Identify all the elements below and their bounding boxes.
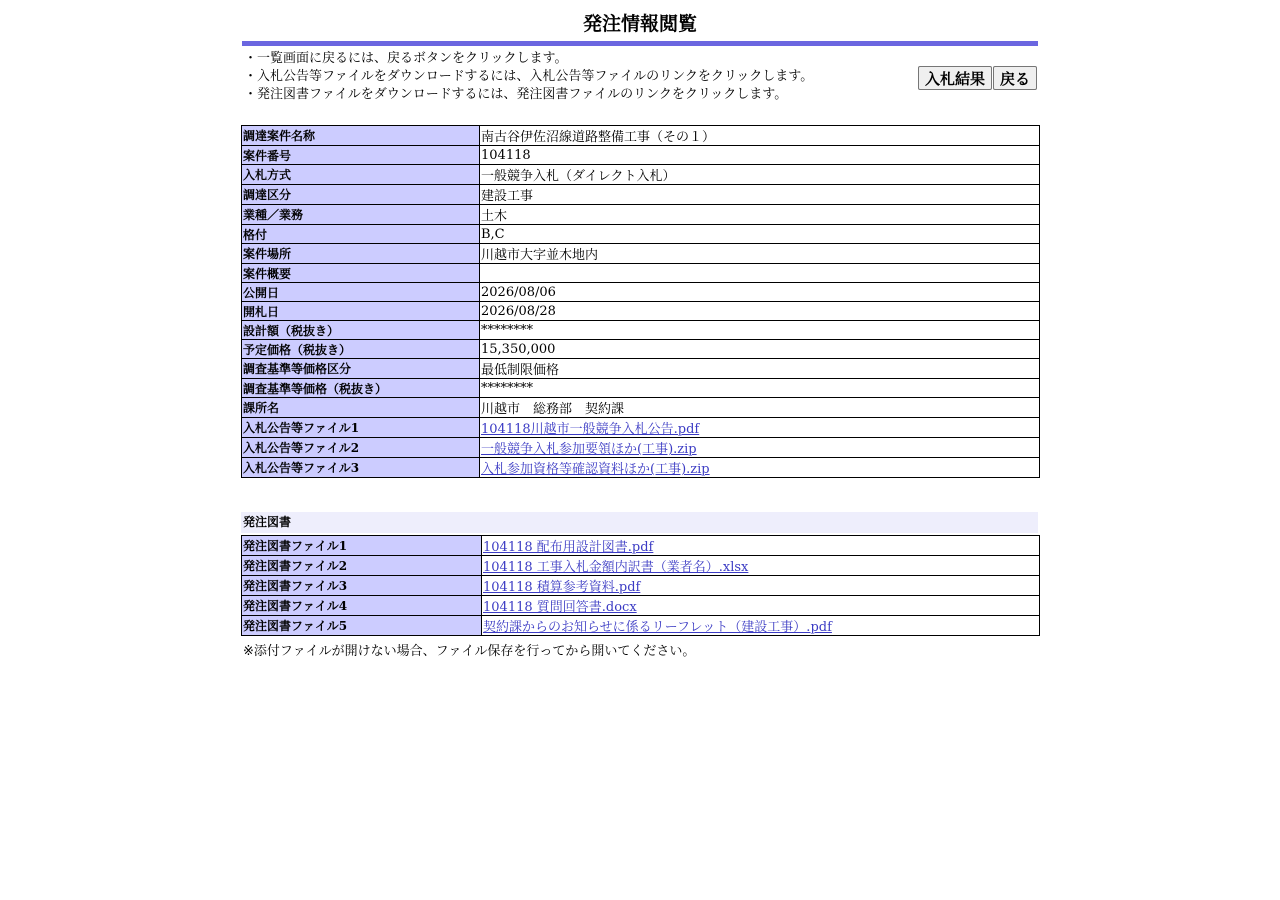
drawing-file-link[interactable]: 104118 工事入札金額内訳書（業者名）.xlsx [483,560,749,575]
table-row [242,596,1040,616]
row-value [480,264,1040,283]
row-value: ******** [480,321,1040,340]
row-label: 案件場所 [242,244,480,264]
bid-notice-file-link[interactable]: 入札参加資格等確認資料ほか(工事).zip [481,462,710,477]
row-value: 建設工事 [480,185,1040,205]
table-row [242,536,1040,556]
row-value: 川越市 総務部 契約課 [480,398,1040,418]
row-label: 公開日 [242,283,480,302]
table-row [242,146,1040,165]
table-row [242,379,1040,398]
row-value: 2026/08/06 [480,283,1040,302]
row-label: 開札日 [242,302,480,321]
row-label: 調達案件名称 [242,126,480,146]
row-label: 予定価格（税抜き） [242,340,480,359]
row-value: 最低制限価格 [480,359,1040,379]
table-row [242,126,1040,146]
drawing-file-link[interactable]: 104118 配布用設計図書.pdf [483,540,654,555]
table-row [242,302,1040,321]
project-details-table [241,125,1040,478]
drawings-table [241,535,1040,636]
row-value: 南古谷伊佐沼線道路整備工事（その１） [480,126,1040,146]
table-row [242,616,1040,636]
row-value: 104118 [480,146,1040,165]
row-label: 調査基準等価格（税抜き） [242,379,480,398]
row-label: 調達区分 [242,185,480,205]
row-value [480,438,1040,458]
action-buttons [917,66,1037,90]
row-value [482,616,1040,636]
page-container [241,0,1039,659]
page-title: 発注情報閲覧 [582,13,697,35]
table-row [242,438,1040,458]
instruction-line: ・入札公告等ファイルをダウンロードするには、入札公告等ファイルのリンクをクリックします。 [244,69,814,84]
table-row [242,576,1040,596]
row-label: 課所名 [242,398,480,418]
row-label: 業種／業務 [242,205,480,225]
row-value: 土木 [480,205,1040,225]
table-row [242,398,1040,418]
row-value: ******** [480,379,1040,398]
row-value: B,C [480,225,1040,244]
row-label: 格付 [242,225,480,244]
row-value: 一般競争入札（ダイレクト入札） [480,165,1040,185]
table-row [242,418,1040,438]
back-button[interactable]: 戻る [993,66,1037,90]
instructions-area [241,46,1039,125]
row-label: 案件概要 [242,264,480,283]
row-value [482,536,1040,556]
table-row [242,321,1040,340]
row-value [480,458,1040,478]
row-label: 入札公告等ファイル2 [242,438,480,458]
row-label: 発注図書ファイル1 [242,536,482,556]
drawing-file-link[interactable]: 契約課からのお知らせに係るリーフレット（建設工事）.pdf [483,620,832,635]
row-value [480,418,1040,438]
table-row [242,340,1040,359]
table-row [242,458,1040,478]
table-row [242,283,1040,302]
row-label: 発注図書ファイル2 [242,556,482,576]
attachment-footnote: ※添付ファイルが開けない場合、ファイル保存を行ってから開いてください。 [243,644,696,659]
instruction-line: ・発注図書ファイルをダウンロードするには、発注図書ファイルのリンクをクリックします。 [244,87,788,102]
table-row [242,264,1040,283]
row-label: 発注図書ファイル5 [242,616,482,636]
bid-result-button[interactable]: 入札結果 [918,66,992,90]
table-row [242,165,1040,185]
row-label: 入札方式 [242,165,480,185]
drawing-file-link[interactable]: 104118 積算参考資料.pdf [483,580,641,595]
row-value: 15,350,000 [480,340,1040,359]
row-value: 2026/08/28 [480,302,1040,321]
bid-notice-file-link[interactable]: 104118川越市一般競争入札公告.pdf [481,422,700,437]
row-label: 案件番号 [242,146,480,165]
drawing-file-link[interactable]: 104118 質問回答書.docx [483,600,637,615]
table-row [242,205,1040,225]
table-row [242,225,1040,244]
row-value [482,596,1040,616]
row-value [482,576,1040,596]
bid-notice-file-link[interactable]: 一般競争入札参加要領ほか(工事).zip [481,442,697,457]
row-label: 発注図書ファイル4 [242,596,482,616]
instruction-line: ・一覧画面に戻るには、戻るボタンをクリックします。 [244,51,568,66]
row-label: 入札公告等ファイル3 [242,458,480,478]
row-label: 発注図書ファイル3 [242,576,482,596]
instructions-list [244,50,813,104]
row-value [482,556,1040,576]
drawings-section-heading: 発注図書 [241,512,1038,533]
row-value: 川越市大字並木地内 [480,244,1040,264]
table-row [242,556,1040,576]
row-label: 入札公告等ファイル1 [242,418,480,438]
table-row [242,244,1040,264]
table-row [242,185,1040,205]
table-row [242,359,1040,379]
row-label: 設計額（税抜き） [242,321,480,340]
row-label: 調査基準等価格区分 [242,359,480,379]
